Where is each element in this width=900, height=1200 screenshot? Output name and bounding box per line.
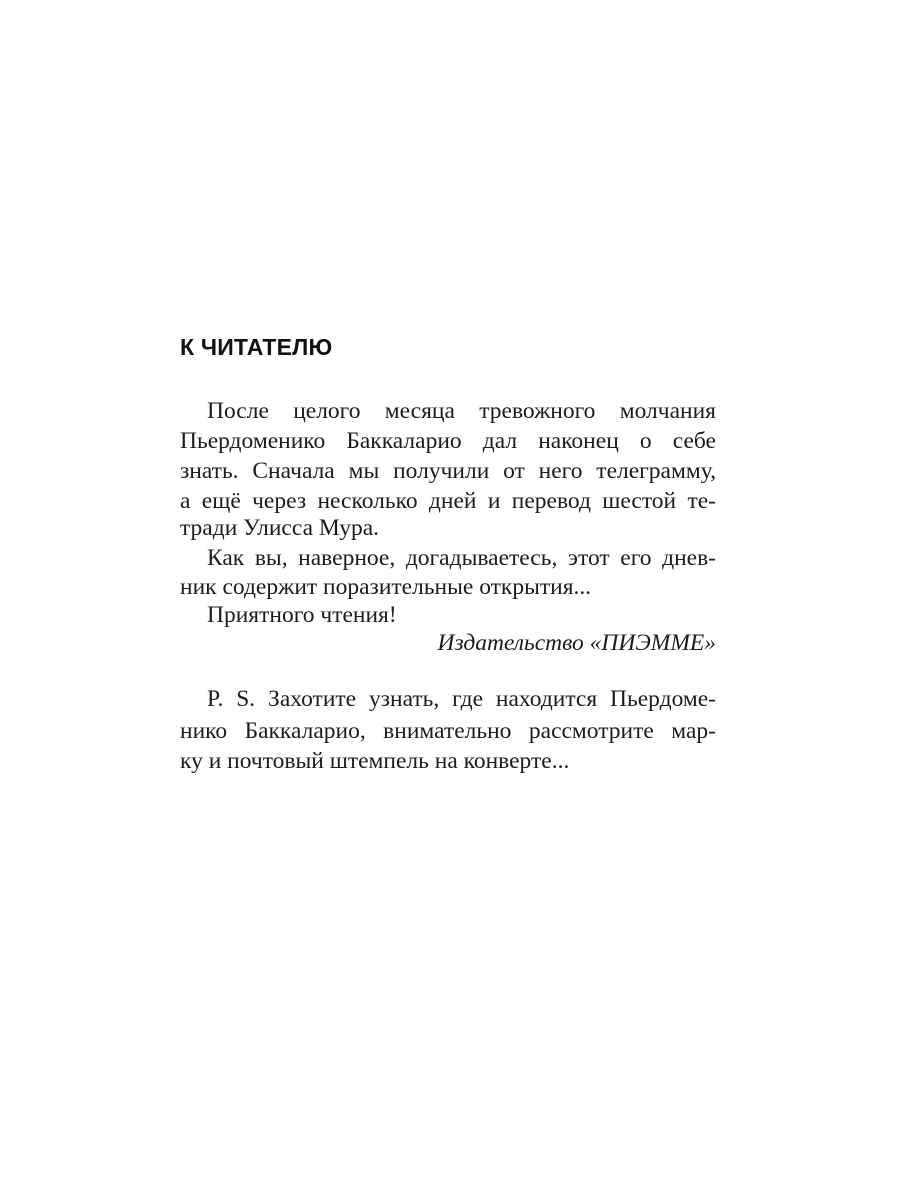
paragraph-1-line: знать. Сначала мы получили от него телеграмму, (180, 458, 716, 484)
paragraph-2-line: Как вы, наверное, догадываетесь, этот его днев- (207, 545, 716, 571)
postscript-line: ку и почтовый штемпель на конверте... (180, 748, 570, 774)
paragraph-3-line: Приятного чтения! (207, 602, 397, 628)
paragraph-1-line: а ещё через несколько дней и перевод шестой те- (180, 488, 716, 514)
publisher-signature: Издательство «ПИЭММЕ» (437, 630, 716, 656)
paragraph-1-line: После целого месяца тревожного молчания (207, 398, 716, 424)
page-heading: К ЧИТАТЕЛЮ (180, 334, 333, 360)
paragraph-1-line: тради Улисса Мура. (180, 515, 380, 541)
postscript-line: нико Баккаларио, внимательно рассмотрите мар- (180, 718, 716, 744)
postscript-line: P. S. Захотите узнать, где находится Пьердоме- (207, 686, 716, 712)
paragraph-2-line: ник содержит поразительные открытия... (180, 574, 592, 600)
paragraph-1-line: Пьердоменико Баккаларио дал наконец о себе (180, 428, 716, 454)
